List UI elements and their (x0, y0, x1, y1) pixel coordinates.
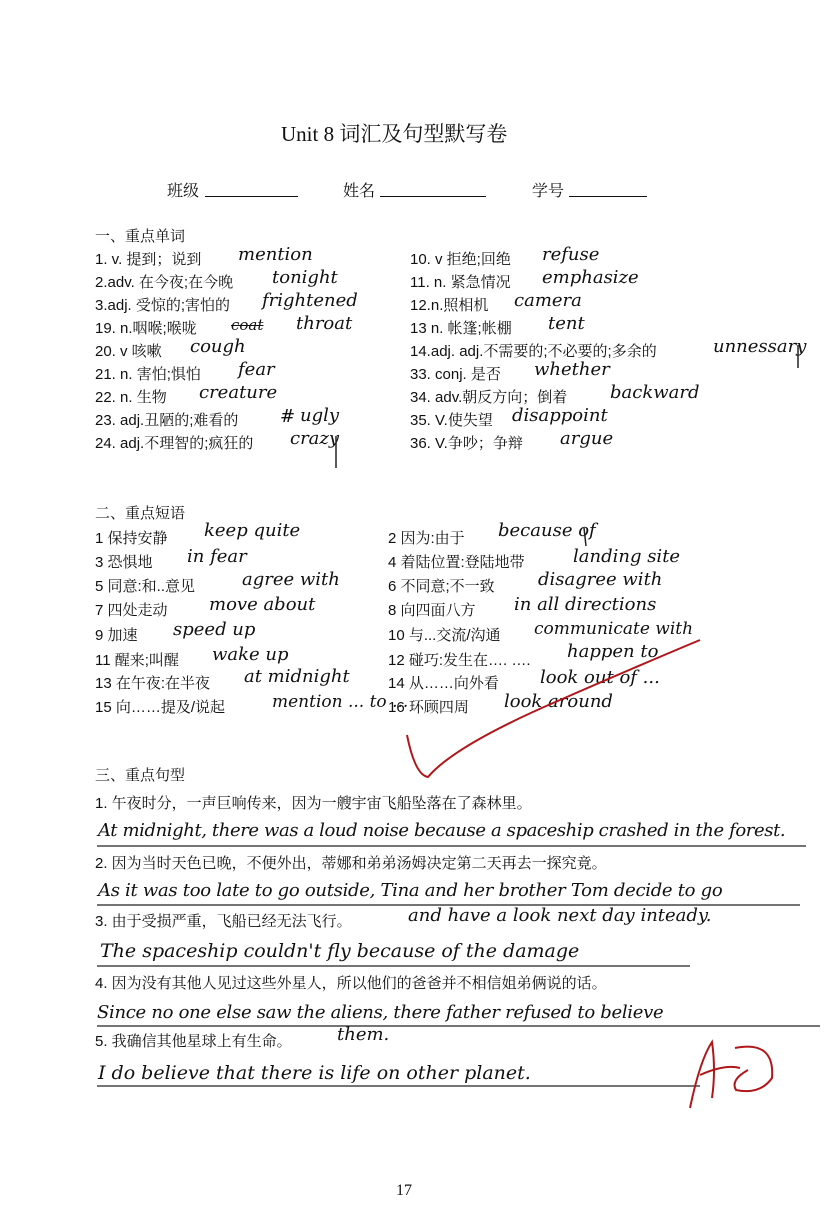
phrase-prompt: 16 环顾四周 (388, 699, 469, 716)
sentence-answer: As it was too late to go outside, Tina and her brother Tom decide to go (98, 880, 723, 901)
word-prompt: 2.adv. 在今夜;在今晚 (95, 274, 234, 291)
phrase-answer: communicate with (534, 619, 694, 639)
class-field-line[interactable] (205, 196, 298, 197)
grade-scribble (690, 1042, 772, 1108)
word-prompt: 35. V.使失望 (410, 412, 493, 429)
sentence-answer: Since no one else saw the aliens, there father refused to believe (97, 1002, 664, 1023)
word-answer: ugly (300, 405, 340, 426)
word-answer: unnessary (713, 336, 807, 357)
word-answer: disappoint (512, 405, 608, 426)
phrase-prompt: 10 与...交流/沟通 (388, 627, 501, 644)
word-prompt: 3.adj. 受惊的;害怕的 (95, 297, 231, 314)
phrase-answer: mention ... to ... (272, 692, 409, 712)
phrase-answer: in all directions (514, 594, 657, 615)
word-prompt: 24. adj.不理智的;疯狂的 (95, 435, 254, 452)
word-answer: crazy (290, 428, 340, 449)
word-prompt: 1. v. 提到；说到 (95, 251, 202, 268)
sentence-continuation: and have a look next day inteady. (408, 905, 712, 926)
page-number: 17 (396, 1182, 412, 1199)
phrase-answer: speed up (173, 619, 256, 640)
phrase-prompt: 11 醒来;叫醒 (95, 652, 179, 669)
crossed-out-word: # (280, 406, 296, 427)
word-prompt: 33. conj. 是否 (410, 366, 501, 383)
word-prompt: 22. n. 生物 (95, 389, 167, 406)
section3-heading: 三、重点句型 (95, 768, 186, 784)
word-answer: creature (199, 382, 278, 403)
phrase-prompt: 1 保持安静 (95, 530, 168, 547)
sentence-answer: I do believe that there is life on other planet. (98, 1062, 531, 1084)
phrase-answer: look out of ... (540, 667, 660, 688)
phrase-prompt: 7 四处走动 (95, 602, 168, 619)
phrase-answer: because of (498, 520, 596, 541)
class-label: 班级 (167, 183, 200, 200)
word-prompt: 10. v 拒绝;回绝 (410, 251, 511, 268)
crossed-out-word: coat (231, 316, 264, 334)
phrase-prompt: 8 向四面八方 (388, 602, 476, 619)
phrase-prompt: 15 向……提及/说起 (95, 699, 226, 716)
word-answer: cough (190, 336, 246, 357)
word-answer: mention (238, 244, 313, 265)
phrase-answer: landing site (573, 546, 681, 567)
sentence-prompt: 3. 由于受损严重，飞船已经无法飞行。 (95, 913, 352, 930)
phrase-answer: at midnight (244, 666, 350, 687)
sentence-prompt: 4. 因为没有其他人见过这些外星人，所以他们的爸爸并不相信姐弟俩说的话。 (95, 975, 607, 992)
phrase-answer: look around (504, 691, 613, 712)
word-prompt: 23. adj.丑陋的;难看的 (95, 412, 239, 429)
name-label: 姓名 (343, 183, 376, 200)
word-prompt: 21. n. 害怕;惧怕 (95, 366, 201, 383)
word-prompt: 14.adj. adj.不需要的;不必要的;多余的 (410, 343, 657, 360)
word-answer: refuse (542, 244, 600, 265)
word-prompt: 13 n. 帐篷;帐棚 (410, 320, 512, 337)
word-answer: throat (296, 313, 353, 334)
section2-heading: 二、重点短语 (95, 506, 186, 522)
sentence-prompt: 5. 我确信其他星球上有生命。 (95, 1033, 292, 1050)
sentence-answer: The spaceship couldn't fly because of the damage (100, 940, 580, 962)
word-prompt: 12.n.照相机 (410, 297, 489, 314)
phrase-prompt: 9 加速 (95, 627, 138, 644)
phrase-prompt: 12 碰巧:发生在…. …. (388, 652, 531, 669)
phrase-answer: in fear (187, 546, 247, 567)
word-answer: tonight (272, 267, 338, 288)
phrase-prompt: 5 同意:和..意见 (95, 578, 196, 595)
phrase-answer: happen to (567, 641, 659, 662)
page-title: Unit 8 词汇及句型默写卷 (281, 122, 508, 146)
word-answer: backward (610, 382, 700, 403)
phrase-prompt: 4 着陆位置:登陆地带 (388, 554, 525, 571)
phrase-prompt: 6 不同意;不一致 (388, 578, 495, 595)
section1-heading: 一、重点单词 (95, 229, 186, 245)
phrase-answer: wake up (212, 644, 289, 665)
sentence-prompt: 2. 因为当时天色已晚，不便外出，蒂娜和弟弟汤姆决定第二天再去一探究竟。 (95, 855, 607, 872)
phrase-prompt: 14 从……向外看 (388, 675, 499, 692)
word-answer: emphasize (542, 267, 639, 288)
word-answer: camera (514, 290, 582, 311)
word-prompt: 20. v 咳嗽 (95, 343, 162, 360)
word-prompt: 36. V.争吵；争辩 (410, 435, 523, 452)
word-answer: frightened (262, 290, 358, 311)
sentence-continuation: them. (337, 1024, 390, 1045)
phrase-answer: disagree with (538, 569, 663, 590)
phrase-answer: agree with (242, 569, 340, 590)
phrase-answer: keep quite (204, 520, 301, 541)
word-prompt: 11. n. 紧急情况 (410, 274, 511, 291)
sentence-answer: At midnight, there was a loud noise because a spaceship crashed in the forest. (98, 820, 786, 841)
student-id-field-line[interactable] (569, 196, 647, 197)
name-field-line[interactable] (380, 196, 486, 197)
word-answer: whether (534, 359, 610, 380)
word-answer: fear (238, 359, 275, 380)
word-answer: tent (548, 313, 585, 334)
phrase-answer: move about (209, 594, 316, 615)
word-prompt: 34. adv.朝反方向；倒着 (410, 389, 568, 406)
sentence-prompt: 1. 午夜时分，一声巨响传来，因为一艘宇宙飞船坠落在了森林里。 (95, 795, 532, 812)
phrase-prompt: 13 在午夜:在半夜 (95, 675, 211, 692)
word-answer: argue (560, 428, 614, 449)
phrase-prompt: 3 恐惧地 (95, 554, 153, 571)
word-prompt: 19. n.咽喉;喉咙 (95, 320, 197, 337)
phrase-prompt: 2 因为:由于 (388, 530, 465, 547)
student-id-label: 学号 (532, 183, 565, 200)
